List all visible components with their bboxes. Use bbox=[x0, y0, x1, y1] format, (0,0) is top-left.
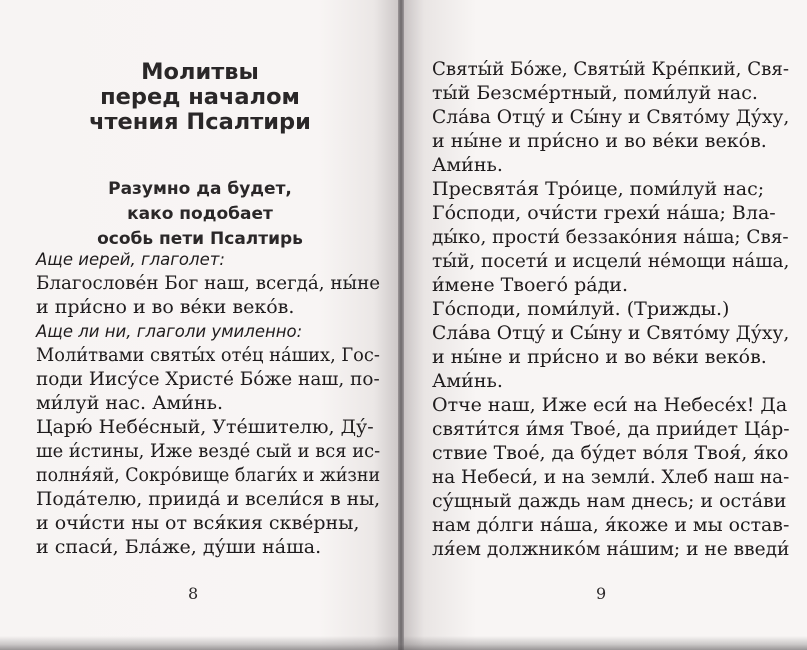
page-number-left: 8 bbox=[188, 584, 199, 603]
text-line: поди Иису́се Христе́ Бо́же наш, по- bbox=[36, 368, 380, 390]
left-page-title bbox=[55, 60, 345, 135]
text-line: святи́тся и́мя Твое́, да прии́дет Ца́р- bbox=[432, 418, 790, 440]
text-line: Царю́ Небе́сный, Уте́шителю, Ду́- bbox=[36, 416, 374, 438]
text-line: Го́споди, поми́луй. (Трижды.) bbox=[432, 298, 730, 320]
text-line: Отче наш, Иже еси́ на Небесе́х! Да bbox=[432, 394, 788, 416]
left-page-subtitle bbox=[55, 177, 345, 252]
text-line: ды́ко, прости́ беззако́ния на́ша; Свя- bbox=[432, 226, 789, 248]
page-number-right: 9 bbox=[596, 584, 607, 603]
text-line: Сла́ва Отцу́ и Сы́ну и Свято́му Ду́ху, bbox=[432, 322, 790, 344]
left-page bbox=[0, 0, 398, 650]
title-line: перед началом bbox=[100, 84, 300, 110]
text-line: ты́й Безсме́ртный, поми́луй нас. bbox=[432, 82, 758, 104]
text-line: на Небеси́, и на земли́. Хлеб наш на- bbox=[432, 466, 790, 488]
text-line: и́мене Твоего́ ра́ди. bbox=[432, 274, 629, 296]
title-line: чтения Псалтири bbox=[89, 109, 311, 135]
subtitle-line: особь пети Псалтирь bbox=[97, 229, 303, 249]
text-line: Пресвята́я Тро́ице, поми́луй нас; bbox=[432, 178, 765, 200]
text-line: Сла́ва Отцу́ и Сы́ну и Свято́му Ду́ху, bbox=[432, 106, 790, 128]
text-line: нам до́лги на́ша, я́коже и мы остав- bbox=[432, 514, 790, 536]
text-line: и ны́не и при́сно и во ве́ки веко́в. bbox=[432, 346, 767, 368]
text-line: ты́й, посети́ и исцели́ не́мощи на́ша, bbox=[432, 250, 790, 272]
text-line: Благослове́н Бог наш, всегда́, ны́не bbox=[36, 272, 381, 294]
text-line: ми́луй нас. Ами́нь. bbox=[36, 392, 223, 414]
text-line: полня́яй, Сокро́вище благи́х и жи́зни bbox=[36, 464, 381, 486]
subtitle-line: како подобает bbox=[127, 204, 273, 224]
right-page bbox=[404, 0, 807, 650]
text-line: и ны́не и при́сно и во ве́ки веко́в. bbox=[432, 130, 767, 152]
page-bottom-edge bbox=[0, 636, 807, 650]
subtitle-line: Разумно да будет, bbox=[108, 179, 292, 199]
text-line: Пода́телю, приида́ и всели́ся в ны, bbox=[36, 488, 381, 510]
text-line: Го́споди, очи́сти грехи́ на́ша; Вла- bbox=[432, 202, 776, 224]
text-line: Ами́нь. bbox=[432, 370, 503, 392]
text-line: Моли́твами святы́х оте́ц на́ших, Гос- bbox=[36, 344, 380, 366]
text-line: и спаси́, Бла́же, ду́ши на́ша. bbox=[36, 536, 322, 558]
text-line: ше и́стины, Иже везде́ сый и вся ис- bbox=[36, 440, 381, 462]
text-line: Святы́й Бо́же, Святы́й Кре́пкий, Свя- bbox=[432, 58, 789, 80]
text-line: Ами́нь. bbox=[432, 154, 503, 176]
text-line: ля́ем должнико́м на́шим; и не введи́ bbox=[432, 538, 790, 560]
rubric-line: Аще иерей, глаголет: bbox=[36, 250, 225, 269]
rubric-line: Аще ли ни, глаголи умиленно: bbox=[36, 322, 303, 341]
text-line: ствие Твое́, да бу́дет во́ля Твоя́, я́ко bbox=[432, 442, 789, 464]
text-line: и очи́сти ны от вся́кия скве́рны, bbox=[36, 512, 360, 534]
text-line: су́щный даждь нам днесь; и оста́ви bbox=[432, 490, 787, 512]
title-line: Молитвы bbox=[141, 59, 259, 85]
text-line: и при́сно и во ве́ки веко́в. bbox=[36, 296, 295, 318]
